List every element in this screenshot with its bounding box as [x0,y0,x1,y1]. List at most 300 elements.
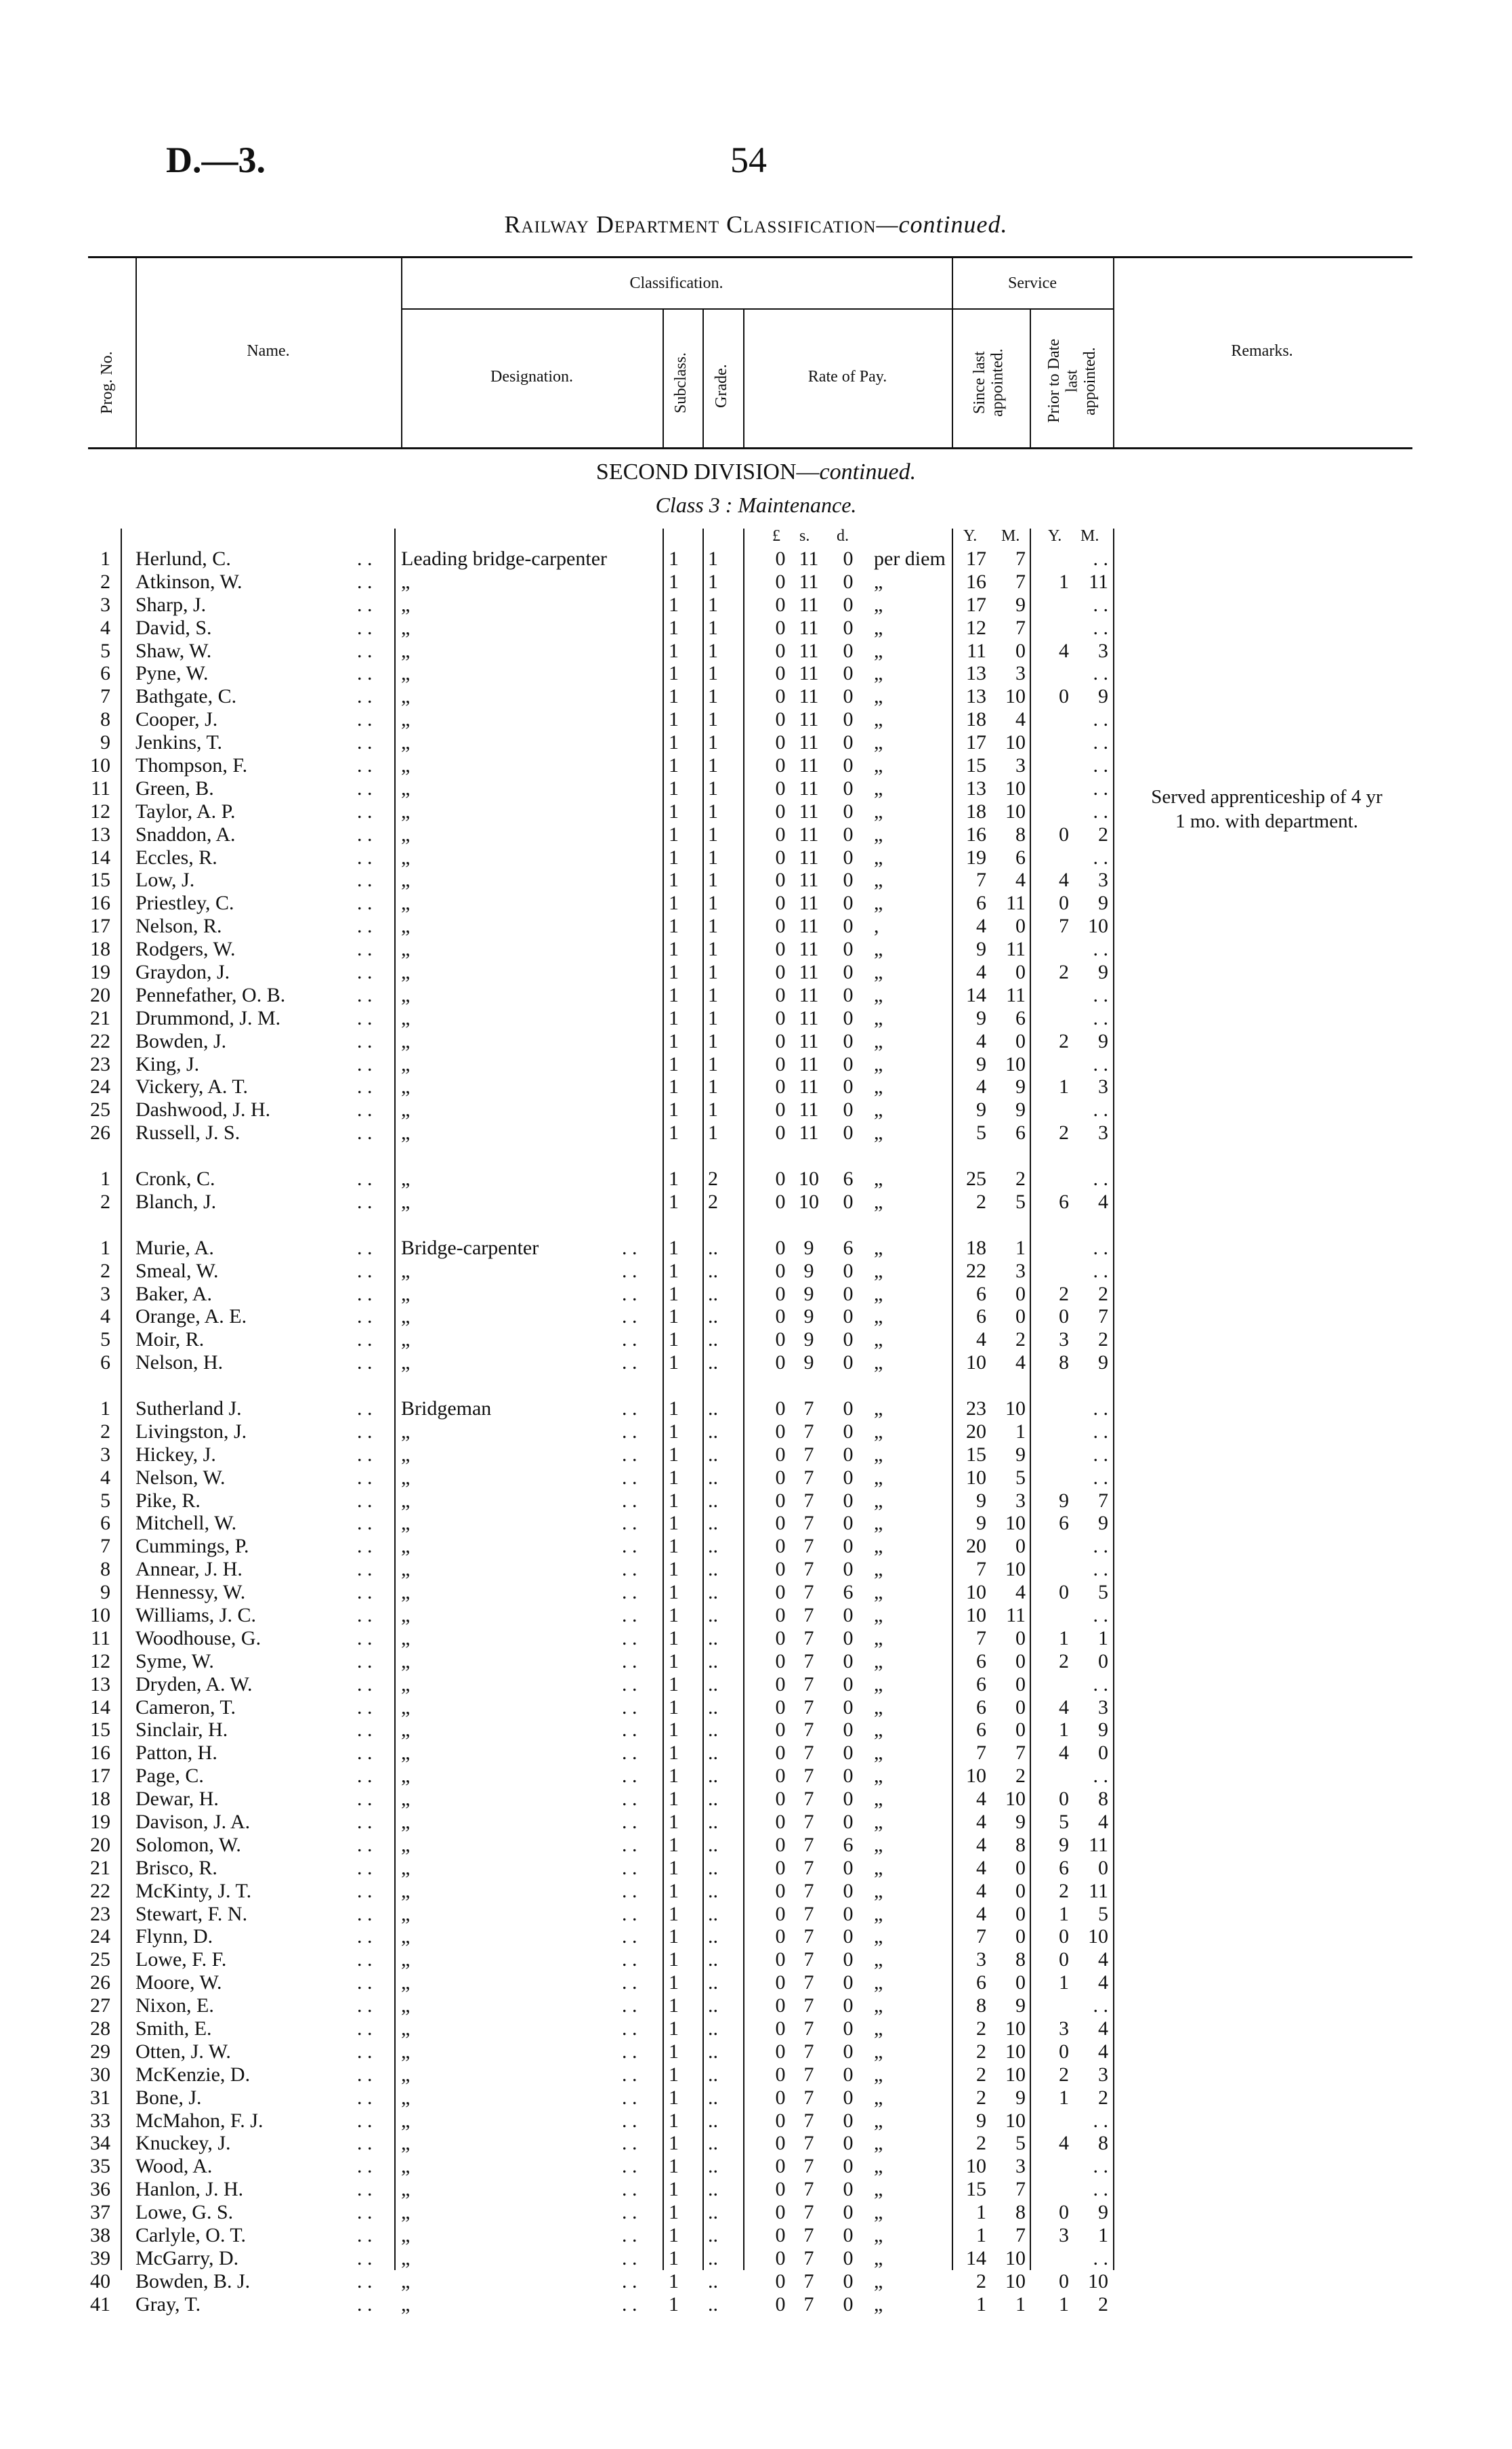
subclass: 1 [669,915,679,938]
prior-months: . . [1093,1420,1108,1443]
table-row [0,1971,1512,1994]
prog-no: 35 [90,2155,110,2178]
pay-period: „ [874,708,883,731]
since-months: 10 [1005,2040,1026,2063]
since-years: 7 [976,1626,986,1649]
pay-pence: 0 [843,1742,854,1765]
pay-period: „ [874,2017,883,2040]
pay-period: „ [874,800,883,823]
since-years: 18 [966,1236,986,1259]
pay-shillings: 7 [803,1672,814,1695]
pay-pounds: 0 [775,1489,786,1512]
designation: „ [401,1558,411,1581]
since-years: 10 [966,2155,986,2178]
grade: 1 [708,961,718,984]
name: Dryden, A. W. [135,1672,253,1695]
grade: 1 [708,685,718,708]
since-years: 15 [966,1443,986,1466]
unit-years: Y. [963,527,978,545]
subclass: 1 [669,1305,679,1328]
since-months: 7 [1015,2178,1026,2201]
subclass: 1 [669,2178,679,2201]
designation: „ [401,1810,411,1833]
since-years: 9 [976,1489,986,1512]
since-months: 7 [1015,548,1026,570]
designation: „ [401,1856,411,1879]
since-months: 10 [1005,731,1026,754]
pay-shillings: 7 [803,2017,814,2040]
table-row [0,984,1512,1007]
name: Low, J. [135,869,195,892]
pay-pounds: 0 [775,1443,786,1466]
leader-dots: . . [357,1075,373,1098]
grade: .. [708,1742,718,1765]
since-months: 0 [1015,1695,1026,1719]
pay-period: „ [874,1994,883,2017]
pay-period: „ [874,1948,883,1971]
pay-pence: 0 [843,983,854,1006]
name: Brisco, R. [135,1856,217,1879]
grade: .. [708,1236,718,1259]
pay-pounds: 0 [775,1719,786,1742]
pay-pence: 0 [843,892,854,915]
prog-no: 31 [90,2086,110,2109]
leader-dots: . . [622,1833,637,1856]
page-title [0,210,1512,239]
since-months: 1 [1015,2292,1026,2316]
pay-pounds: 0 [775,1328,786,1351]
designation: „ [401,1006,411,1029]
name: Bathgate, C. [135,685,237,708]
pay-pence: 0 [843,1052,854,1075]
table-row [0,1696,1512,1719]
pay-pence: 0 [843,1603,854,1626]
since-years: 4 [976,1029,986,1052]
pay-shillings: 11 [799,1029,819,1052]
table-row [0,594,1512,617]
name: Nelson, H. [135,1351,224,1374]
leader-dots: . . [357,616,373,639]
prior-years: 0 [1059,2040,1069,2063]
grade: .. [708,1765,718,1788]
prior-months: . . [1093,1443,1108,1466]
prog-no: 26 [90,1121,110,1145]
pay-pounds: 0 [775,2040,786,2063]
pay-pence: 0 [843,2109,854,2132]
pay-period: „ [874,1351,883,1374]
leader-dots: . . [622,1466,637,1489]
since-years: 13 [966,777,986,800]
table-row [0,2155,1512,2178]
pay-shillings: 7 [803,1879,814,1902]
pay-period: „ [874,1672,883,1695]
since-years: 9 [976,1006,986,1029]
pay-pence: 6 [843,1581,854,1604]
leader-dots: . . [357,685,373,708]
prior-years: 3 [1059,1328,1069,1351]
leader-dots: . . [357,731,373,754]
prior-months: 3 [1098,869,1108,892]
prior-months: . . [1093,1558,1108,1581]
pay-period: „ [874,1626,883,1649]
pay-pence: 0 [843,1190,854,1213]
designation: „ [401,1305,411,1328]
name: Vickery, A. T. [135,1075,248,1098]
prior-years: 4 [1059,639,1069,662]
pay-period: „ [874,1788,883,1811]
subclass: 1 [669,1925,679,1948]
prog-no: 39 [90,2246,110,2269]
table-row [0,1650,1512,1673]
grade: 1 [708,548,718,570]
prog-no: 1 [100,548,110,570]
pay-pence: 0 [843,1879,854,1902]
since-months: 10 [1005,1788,1026,1811]
since-months: 2 [1015,1765,1026,1788]
subclass: 1 [669,1420,679,1443]
designation: „ [401,1443,411,1466]
leader-dots: . . [357,1695,373,1719]
leader-dots: . . [357,2132,373,2155]
leader-dots: . . [357,2246,373,2269]
designation: „ [401,2017,411,2040]
prog-no: 29 [90,2040,110,2063]
since-months: 0 [1015,1879,1026,1902]
prog-no: 22 [90,1029,110,1052]
pay-period: „ [874,2269,883,2292]
prog-no: 10 [90,1603,110,1626]
pay-pence: 0 [843,1535,854,1558]
table-row [0,1075,1512,1098]
prior-years: 4 [1059,1742,1069,1765]
pay-pounds: 0 [775,1282,786,1305]
pay-pounds: 0 [775,1695,786,1719]
prog-no: 33 [90,2109,110,2132]
designation: „ [401,1788,411,1811]
prior-years: 4 [1059,2132,1069,2155]
prior-months: . . [1093,2178,1108,2201]
grade: .. [708,1879,718,1902]
leader-dots: . . [622,2246,637,2269]
since-years: 14 [966,983,986,1006]
name: Flynn, D. [135,1925,213,1948]
pay-period: „ [874,961,883,984]
since-years: 20 [966,1535,986,1558]
name: Otten, J. W. [135,2040,231,2063]
prior-months: . . [1093,754,1108,777]
pay-pounds: 0 [775,938,786,961]
leader-dots: . . [622,1925,637,1948]
subclass: 1 [669,1695,679,1719]
name: Moore, W. [135,1971,222,1994]
division-label: SECOND DIVISION— [595,459,820,485]
pay-pence: 0 [843,1672,854,1695]
pay-period: „ [874,2109,883,2132]
prior-years: 1 [1059,570,1069,593]
subclass: 1 [669,846,679,869]
leader-dots: . . [357,800,373,823]
since-years: 4 [976,961,986,984]
table-row [0,685,1512,708]
designation: „ [401,1121,411,1145]
pay-period: „ [874,2201,883,2224]
pay-shillings: 7 [803,1397,814,1420]
name: Smith, E. [135,2017,212,2040]
grade: .. [708,1443,718,1466]
since-months: 8 [1015,2201,1026,2224]
pay-period: „ [874,1489,883,1512]
since-months: 10 [1005,1052,1026,1075]
pay-shillings: 11 [799,1052,819,1075]
pay-shillings: 11 [799,662,819,685]
name: Page, C. [135,1765,204,1788]
subclass: 1 [669,2040,679,2063]
prog-no: 11 [91,1626,110,1649]
subclass: 1 [669,1075,679,1098]
name: Davison, J. A. [135,1810,251,1833]
since-months: 0 [1015,915,1026,938]
leader-dots: . . [357,1489,373,1512]
grade: .. [708,1788,718,1811]
prog-no: 4 [100,1305,110,1328]
pay-pence: 0 [843,708,854,731]
designation: „ [401,2269,411,2292]
designation: „ [401,1168,411,1191]
designation: „ [401,1581,411,1604]
designation: „ [401,2086,411,2109]
leader-dots: . . [357,1029,373,1052]
pay-shillings: 11 [799,1098,819,1121]
since-months: 0 [1015,1925,1026,1948]
since-years: 4 [976,915,986,938]
prog-no: 1 [100,1397,110,1420]
prior-months: 0 [1098,1742,1108,1765]
name: Rodgers, W. [135,938,236,961]
since-years: 10 [966,1581,986,1604]
grade: 1 [708,1121,718,1145]
table-row [0,2270,1512,2293]
pay-pence: 0 [843,1788,854,1811]
designation: „ [401,869,411,892]
prior-months: 3 [1098,1695,1108,1719]
prior-years: 0 [1059,685,1069,708]
pay-period: „ [874,1420,883,1443]
prog-no: 11 [91,777,110,800]
subclass: 1 [669,1168,679,1191]
pay-pence: 0 [843,1719,854,1742]
prog-no: 23 [90,1052,110,1075]
designation: „ [401,1535,411,1558]
pay-pounds: 0 [775,1626,786,1649]
pay-pence: 0 [843,1351,854,1374]
prior-months: 11 [1089,1833,1108,1856]
pay-shillings: 7 [803,2109,814,2132]
table-row [0,2224,1512,2247]
header-remarks: Remarks. [1231,342,1293,360]
prior-months: 4 [1098,2017,1108,2040]
unit-pence: d. [837,527,849,545]
name: Woodhouse, G. [135,1626,261,1649]
name: Russell, J. S. [135,1121,240,1145]
subclass: 1 [669,1328,679,1351]
since-years: 14 [966,2246,986,2269]
since-months: 10 [1005,800,1026,823]
prior-years: 2 [1059,1121,1069,1145]
prior-months: 2 [1098,1282,1108,1305]
designation: „ [401,1029,411,1052]
leader-dots: . . [622,1305,637,1328]
table-row [0,2247,1512,2270]
leader-dots: . . [622,1443,637,1466]
grade: .. [708,1856,718,1879]
pay-shillings: 7 [803,1558,814,1581]
since-years: 4 [976,1833,986,1856]
leader-dots: . . [357,1098,373,1121]
pay-period: „ [874,2292,883,2316]
prior-months: . . [1093,1259,1108,1282]
since-years: 6 [976,1672,986,1695]
name: Atkinson, W. [135,570,243,593]
prior-years: 4 [1059,869,1069,892]
since-months: 10 [1005,1512,1026,1535]
leader-dots: . . [357,915,373,938]
leader-dots: . . [357,2155,373,2178]
prior-months: 2 [1098,823,1108,846]
grade: .. [708,1512,718,1535]
designation: „ [401,892,411,915]
col-divider [1030,310,1031,447]
table-row [0,1581,1512,1604]
subclass: 1 [669,754,679,777]
table-row [0,1328,1512,1351]
designation: „ [401,777,411,800]
pay-pence: 0 [843,1558,854,1581]
pay-pounds: 0 [775,1420,786,1443]
prog-no: 7 [100,1535,110,1558]
table-row [0,1305,1512,1328]
pay-pence: 0 [843,1948,854,1971]
prior-months: 9 [1098,685,1108,708]
pay-period: „ [874,846,883,869]
prior-months: 9 [1098,892,1108,915]
designation: „ [401,1512,411,1535]
pay-pounds: 0 [775,961,786,984]
designation: „ [401,639,411,662]
since-months: 0 [1015,1535,1026,1558]
subclass: 1 [669,1236,679,1259]
prior-years: 2 [1059,1879,1069,1902]
header-prog-no: Prog. No. [98,351,116,415]
prog-no: 12 [90,800,110,823]
prog-no: 18 [90,1788,110,1811]
prior-years: 3 [1059,2224,1069,2247]
table-row [0,1834,1512,1857]
prior-years: 2 [1059,1029,1069,1052]
subclass: 1 [669,1581,679,1604]
pay-period: „ [874,1742,883,1765]
pay-pounds: 0 [775,662,786,685]
subclass: 1 [669,2246,679,2269]
subclass: 1 [669,1535,679,1558]
table-row [0,1604,1512,1627]
name: Livingston, J. [135,1420,247,1443]
name: Sutherland J. [135,1397,242,1420]
pay-pounds: 0 [775,1052,786,1075]
since-years: 20 [966,1420,986,1443]
pay-pence: 0 [843,1098,854,1121]
prog-no: 1 [100,1236,110,1259]
grade: .. [708,2132,718,2155]
leader-dots: . . [357,1765,373,1788]
pay-shillings: 11 [799,1075,819,1098]
since-months: 4 [1015,708,1026,731]
pay-pounds: 0 [775,2201,786,2224]
grade: 1 [708,846,718,869]
pay-pounds: 0 [775,616,786,639]
name: Patton, H. [135,1742,217,1765]
leader-dots: . . [622,2201,637,2224]
header-designation: Designation. [490,368,573,386]
table-row [0,915,1512,938]
pay-shillings: 7 [803,2086,814,2109]
prog-no: 41 [90,2292,110,2316]
prior-months: . . [1093,708,1108,731]
table-row [0,869,1512,892]
since-months: 0 [1015,1856,1026,1879]
subclass: 1 [669,2063,679,2086]
pay-period: „ [874,1466,883,1489]
grade: 1 [708,708,718,731]
prog-no: 2 [100,1190,110,1213]
prior-months: 10 [1088,2269,1108,2292]
since-months: 9 [1015,1443,1026,1466]
pay-pence: 0 [843,1121,854,1145]
leader-dots: . . [357,1994,373,2017]
since-months: 10 [1005,2109,1026,2132]
pay-period: „ [874,1305,883,1328]
pay-period: „ [874,2063,883,2086]
name: Cummings, P. [135,1535,249,1558]
pay-pence: 0 [843,616,854,639]
designation: „ [401,846,411,869]
grade: .. [708,1695,718,1719]
pay-pounds: 0 [775,2063,786,2086]
since-years: 4 [976,1328,986,1351]
subclass: 1 [669,593,679,616]
prior-years: 5 [1059,1810,1069,1833]
prog-no: 18 [90,938,110,961]
table-row [0,2017,1512,2040]
pay-shillings: 7 [803,2292,814,2316]
designation: „ [401,1742,411,1765]
pay-pounds: 0 [775,1649,786,1672]
prog-no: 25 [90,1948,110,1971]
leader-dots: . . [357,2292,373,2316]
leader-dots: . . [357,1742,373,1765]
leader-dots: . . [357,1282,373,1305]
table-row [0,1925,1512,1948]
subclass: 1 [669,983,679,1006]
designation: „ [401,2292,411,2316]
prior-months: . . [1093,1168,1108,1191]
pay-period: „ [874,1443,883,1466]
grade: .. [708,1420,718,1443]
subclass: 1 [669,570,679,593]
pay-pounds: 0 [775,731,786,754]
prior-months: 1 [1098,2224,1108,2247]
grade: 1 [708,1006,718,1029]
since-months: 5 [1015,1466,1026,1489]
